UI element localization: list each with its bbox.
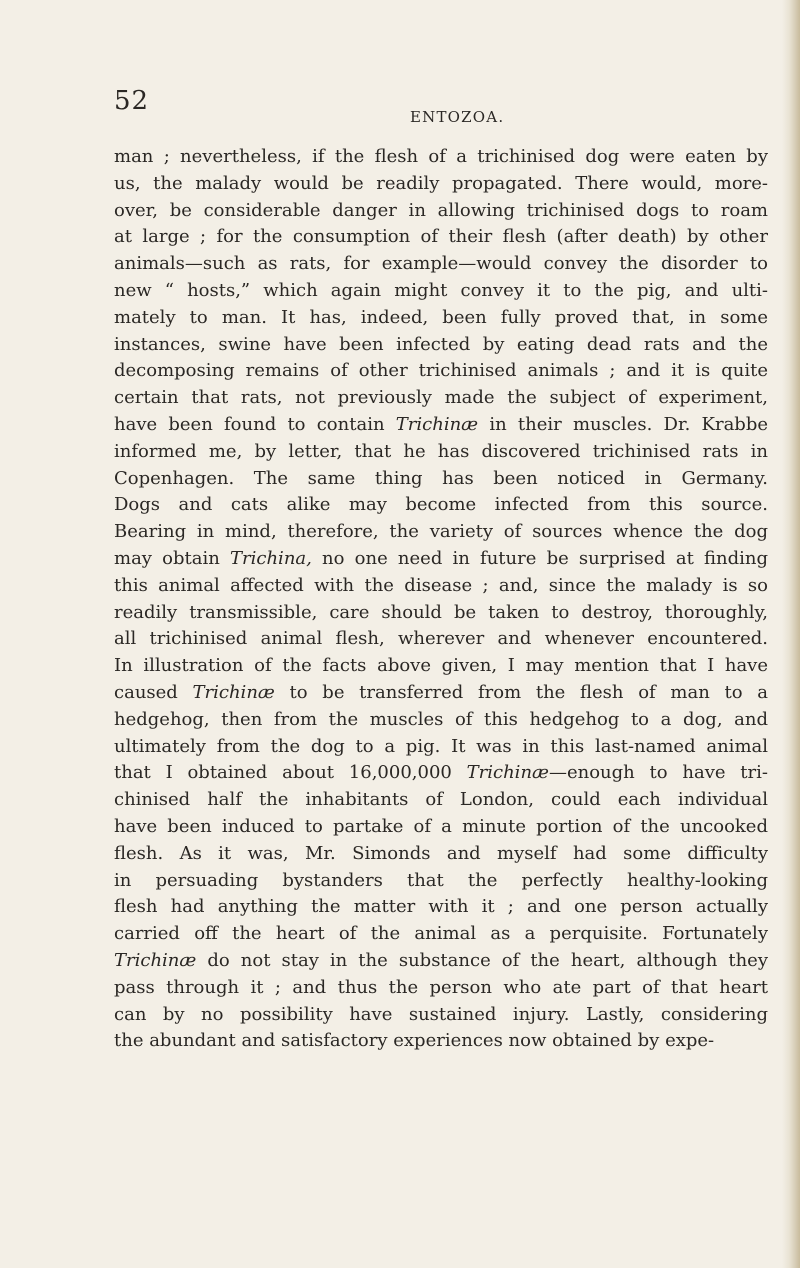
text-line xyxy=(114,653,768,680)
text-line xyxy=(114,198,768,225)
text-segment: decomposing remains of other trichinised animals ; and it is quite xyxy=(114,360,768,382)
italic-term: Trichinæ xyxy=(395,413,479,435)
text-line xyxy=(114,600,768,627)
text-line xyxy=(114,278,768,305)
text-segment: in their muscles. Dr. Krabbe xyxy=(478,413,768,435)
text-line xyxy=(114,760,768,787)
italic-term: Trichina, xyxy=(230,547,312,569)
text-line xyxy=(114,466,768,493)
body-text xyxy=(114,144,768,1055)
text-line xyxy=(114,787,768,814)
text-segment: that I obtained about 16,000,000 xyxy=(114,762,467,784)
text-segment: flesh. As it was, Mr. Simonds and myself had some difficulty xyxy=(114,842,768,864)
text-segment: instances, swine have been infected by eating dead rats and the xyxy=(114,333,768,355)
text-line xyxy=(114,412,768,439)
text-segment: the abundant and satisfactory experiences now obtained by expe- xyxy=(114,1030,715,1052)
text-line xyxy=(114,626,768,653)
text-segment: to be transferred from the flesh of man to a xyxy=(274,681,768,703)
text-line xyxy=(114,734,768,761)
text-line xyxy=(114,573,768,600)
text-segment: in persuading bystanders that the perfectly healthy-looking xyxy=(114,869,768,891)
text-segment: Copenhagen. The same thing has been noticed in Germany. xyxy=(114,467,768,489)
text-segment: Bearing in mind, therefore, the variety of sources whence the dog xyxy=(114,521,768,543)
text-segment: readily transmissible, care should be taken to destroy, thoroughly, xyxy=(114,601,768,623)
text-segment: mately to man. It has, indeed, been fully proved that, in some xyxy=(114,306,768,328)
text-line xyxy=(114,439,768,466)
text-line xyxy=(114,224,768,251)
text-segment: pass through it ; and thus the person who ate part of that heart xyxy=(114,976,768,998)
text-segment: over, be considerable danger in allowing trichinised dogs to roam xyxy=(114,199,768,221)
italic-term: Trichinæ xyxy=(192,681,275,703)
text-line xyxy=(114,894,768,921)
text-segment: carried off the heart of the animal as a perquisite. Fortunately xyxy=(114,923,768,945)
page-number: 52 xyxy=(114,86,150,116)
text-segment: informed me, by letter, that he has discovered trichinised rats in xyxy=(114,440,768,462)
text-segment: do not stay in the substance of the heart, although they xyxy=(196,949,768,971)
text-line xyxy=(114,841,768,868)
text-segment: us, the malady would be readily propagated. There would, more- xyxy=(114,172,768,194)
text-segment: new “ hosts,” which again might convey it to the pig, and ulti- xyxy=(114,279,768,301)
text-segment: —enough to have tri- xyxy=(548,762,768,784)
text-line xyxy=(114,680,768,707)
italic-term: Trichinæ xyxy=(466,762,549,784)
text-line xyxy=(114,332,768,359)
text-segment: can by no possibility have sustained injury. Lastly, considering xyxy=(114,1003,768,1025)
text-segment: Dogs and cats alike may become infected from this source. xyxy=(114,494,768,516)
text-line xyxy=(114,144,768,171)
text-line xyxy=(114,171,768,198)
text-line xyxy=(114,707,768,734)
text-segment: In illustration of the facts above given, I may mention that I have xyxy=(114,655,768,677)
text-line xyxy=(114,921,768,948)
text-segment: flesh had anything the matter with it ; and one person actually xyxy=(114,896,768,918)
text-segment: this animal affected with the disease ; and, since the malady is so xyxy=(114,574,768,596)
text-segment: caused xyxy=(114,681,193,703)
text-line xyxy=(114,948,768,975)
text-segment: have been induced to partake of a minute portion of the uncooked xyxy=(114,815,768,837)
text-segment: have been found to contain xyxy=(114,413,396,435)
text-line xyxy=(114,1002,768,1029)
text-line xyxy=(114,1028,768,1055)
text-segment: all trichinised animal flesh, wherever and whenever encountered. xyxy=(114,628,768,650)
page-edge-shadow xyxy=(782,0,800,1268)
text-line xyxy=(114,385,768,412)
text-line xyxy=(114,546,768,573)
text-segment: animals—such as rats, for example—would convey the disorder to xyxy=(114,253,768,275)
text-segment: at large ; for the consumption of their flesh (after death) by other xyxy=(114,226,768,248)
text-segment: man ; nevertheless, if the flesh of a trichinised dog were eaten by xyxy=(114,146,768,167)
text-line xyxy=(114,492,768,519)
text-segment: ultimately from the dog to a pig. It was in this last-named animal xyxy=(114,735,768,757)
text-segment: no one need in future be surprised at finding xyxy=(311,547,768,569)
text-line xyxy=(114,975,768,1002)
text-line xyxy=(114,305,768,332)
text-segment: may obtain xyxy=(114,547,231,569)
text-line xyxy=(114,519,768,546)
text-line xyxy=(114,868,768,895)
text-line xyxy=(114,251,768,278)
italic-term: Trichinæ xyxy=(114,949,197,971)
text-line xyxy=(114,814,768,841)
text-segment: chinised half the inhabitants of London, could each individual xyxy=(114,789,768,811)
text-line xyxy=(114,358,768,385)
running-head: ENTOZOA. xyxy=(410,108,505,126)
text-segment: certain that rats, not previously made the subject of experiment, xyxy=(114,387,768,409)
text-segment: hedgehog, then from the muscles of this hedgehog to a dog, and xyxy=(114,708,768,730)
